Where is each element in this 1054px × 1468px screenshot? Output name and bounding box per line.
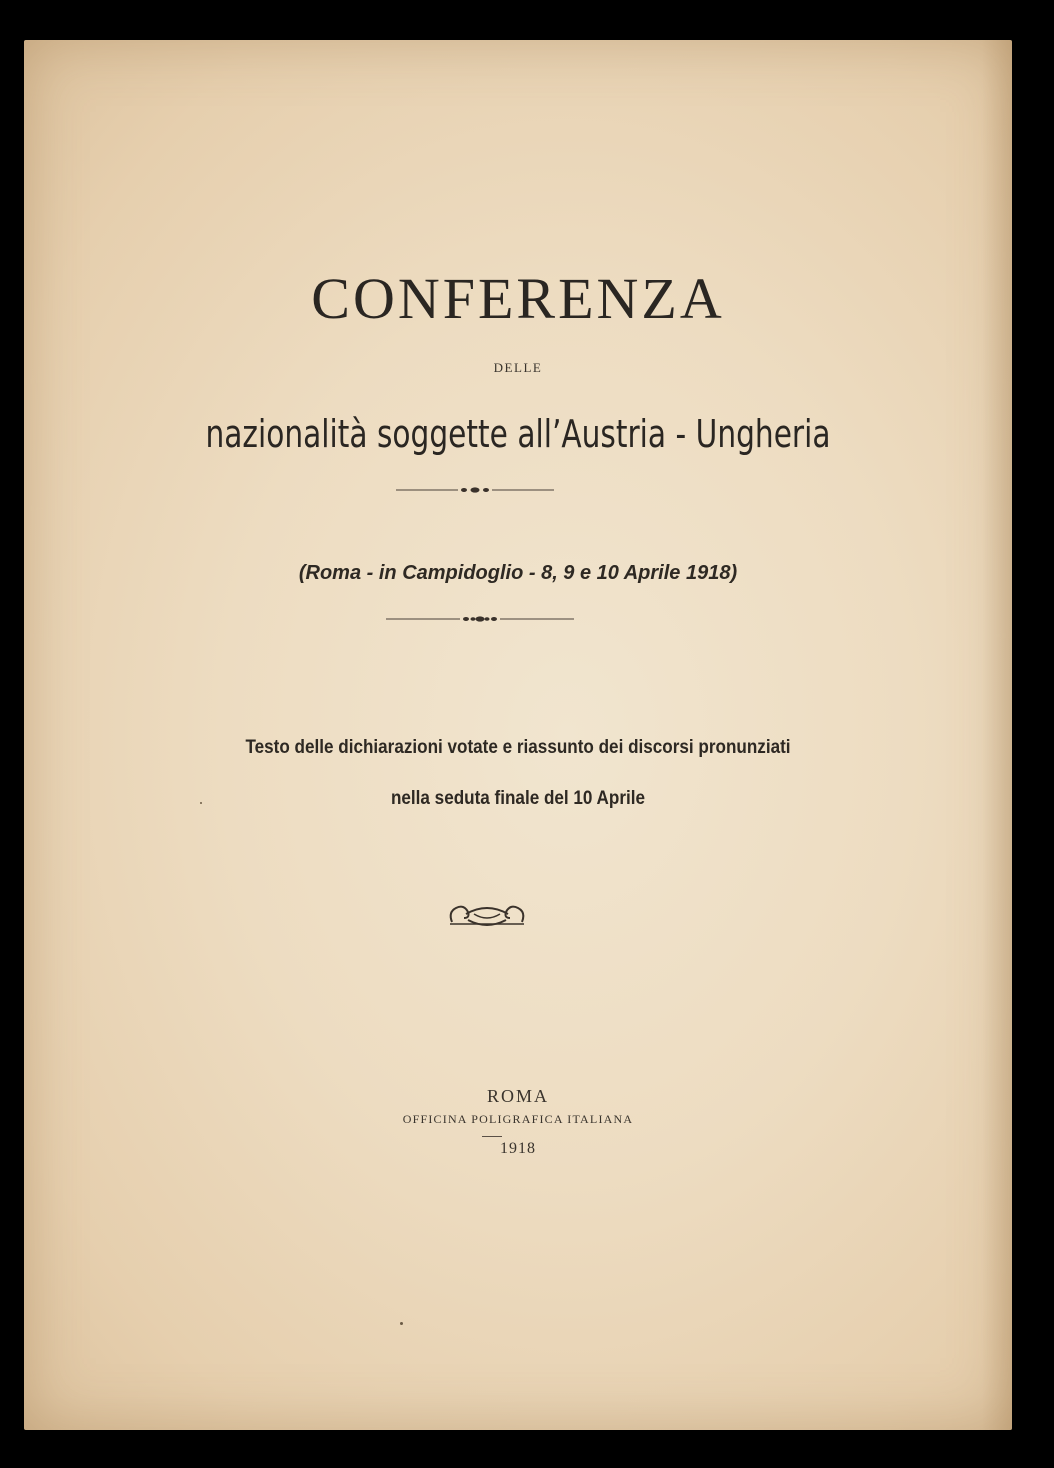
imprint-dash — [482, 1136, 502, 1137]
paper-speck — [200, 802, 202, 804]
description-line-2: nella seduta finale del 10 Aprile — [390, 788, 646, 809]
page-edge-shadow — [982, 40, 1012, 1430]
booklet-cover — [24, 40, 1012, 1430]
divider-ornament-icon — [396, 484, 554, 496]
scroll-vignette-icon — [446, 900, 528, 930]
imprint-city: ROMA — [486, 1086, 549, 1106]
divider-ornament-icon — [386, 613, 574, 625]
description-line-1: Testo delle dichiarazioni votate e riassunto dei discorsi pronunziati — [245, 737, 791, 758]
paper-speck — [400, 1322, 403, 1325]
conference-dates: (Roma - in Campidoglio - 8, 9 e 10 Aprile 1918) — [298, 562, 738, 584]
cover-subtitle: nazionalità soggette all’Austria - Ungheria — [205, 412, 831, 456]
imprint-year: 1918 — [500, 1140, 536, 1157]
cover-title: CONFERENZA — [311, 266, 725, 331]
cover-connector: DELLE — [493, 360, 543, 375]
imprint-publisher: OFFICINA POLIGRAFICA ITALIANA — [402, 1112, 634, 1126]
